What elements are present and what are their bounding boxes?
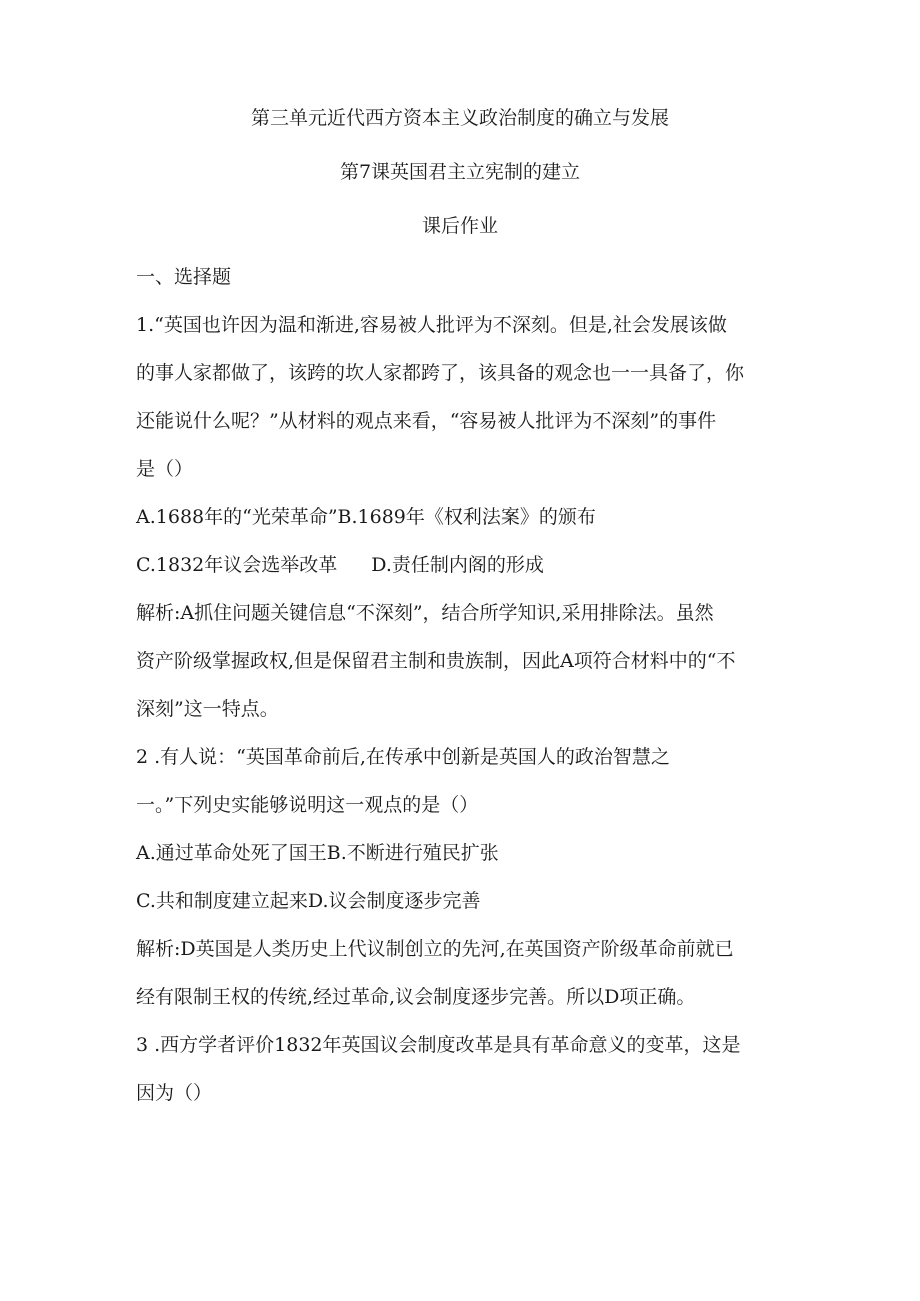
q1-line-1: 1.“英国也许因为温和渐进,容易被人批评为不深刻。但是,社会发展该做 xyxy=(136,314,727,336)
q3-line-1: 3 .西方学者评价1832年英国议会制度改革是具有革命意义的变革，这是 xyxy=(136,1034,741,1056)
q2-line-2: 一。”下列史实能够说明这一观点的是（） xyxy=(136,794,479,816)
q1-analysis-2: 资产阶级掌握政权,但是保留君主制和贵族制，因此A项符合材料中的“不 xyxy=(136,650,736,672)
section-title: 课后作业 xyxy=(421,215,498,237)
q1-line-3: 还能说什么呢？”从材料的观点来看，“容易被人批评为不深刻”的事件 xyxy=(136,410,717,432)
q1-options-ab: A.1688年的“光荣革命”B.1689年《权利法案》的颁布 xyxy=(136,506,596,528)
q2-line-1: 2 .有人说：“英国革命前后,在传承中创新是英国人的政治智慧之 xyxy=(136,746,670,768)
q1-analysis-1: 解析:A抓住问题关键信息“不深刻”，结合所学知识,采用排除法。虽然 xyxy=(136,602,714,624)
lesson-title: 第7课英国君主立宪制的建立 xyxy=(339,161,581,183)
q1-options-cd xyxy=(136,551,784,579)
q1-line-4: 是（） xyxy=(136,458,194,480)
q2-analysis-2: 经有限制王权的传统,经过革命,议会制度逐步完善。所以D项正确。 xyxy=(136,986,696,1008)
q2-analysis-1: 解析:D英国是人类历史上代议制创立的先河,在英国资产阶级革命前就已 xyxy=(136,938,734,960)
q2-options-ab: A.通过革命处死了国王B.不断进行殖民扩张 xyxy=(136,842,499,864)
q1-option-c: C.1832年议会选举改革 xyxy=(136,554,338,576)
unit-title: 第三单元近代西方资本主义政治制度的确立与发展 xyxy=(250,107,669,129)
q1-option-d: D.责任制内阁的形成 xyxy=(371,554,544,576)
q2-options-cd: C.共和制度建立起来D.议会制度逐步完善 xyxy=(136,890,481,912)
q1-line-2: 的事人家都做了，该跨的坎人家都跨了，该具备的观念也一一具备了，你 xyxy=(136,362,745,384)
q3-line-2: 因为（） xyxy=(136,1082,213,1104)
section-heading: 一、选择题 xyxy=(136,266,232,288)
q1-analysis-3: 深刻”这一特点。 xyxy=(136,698,279,720)
